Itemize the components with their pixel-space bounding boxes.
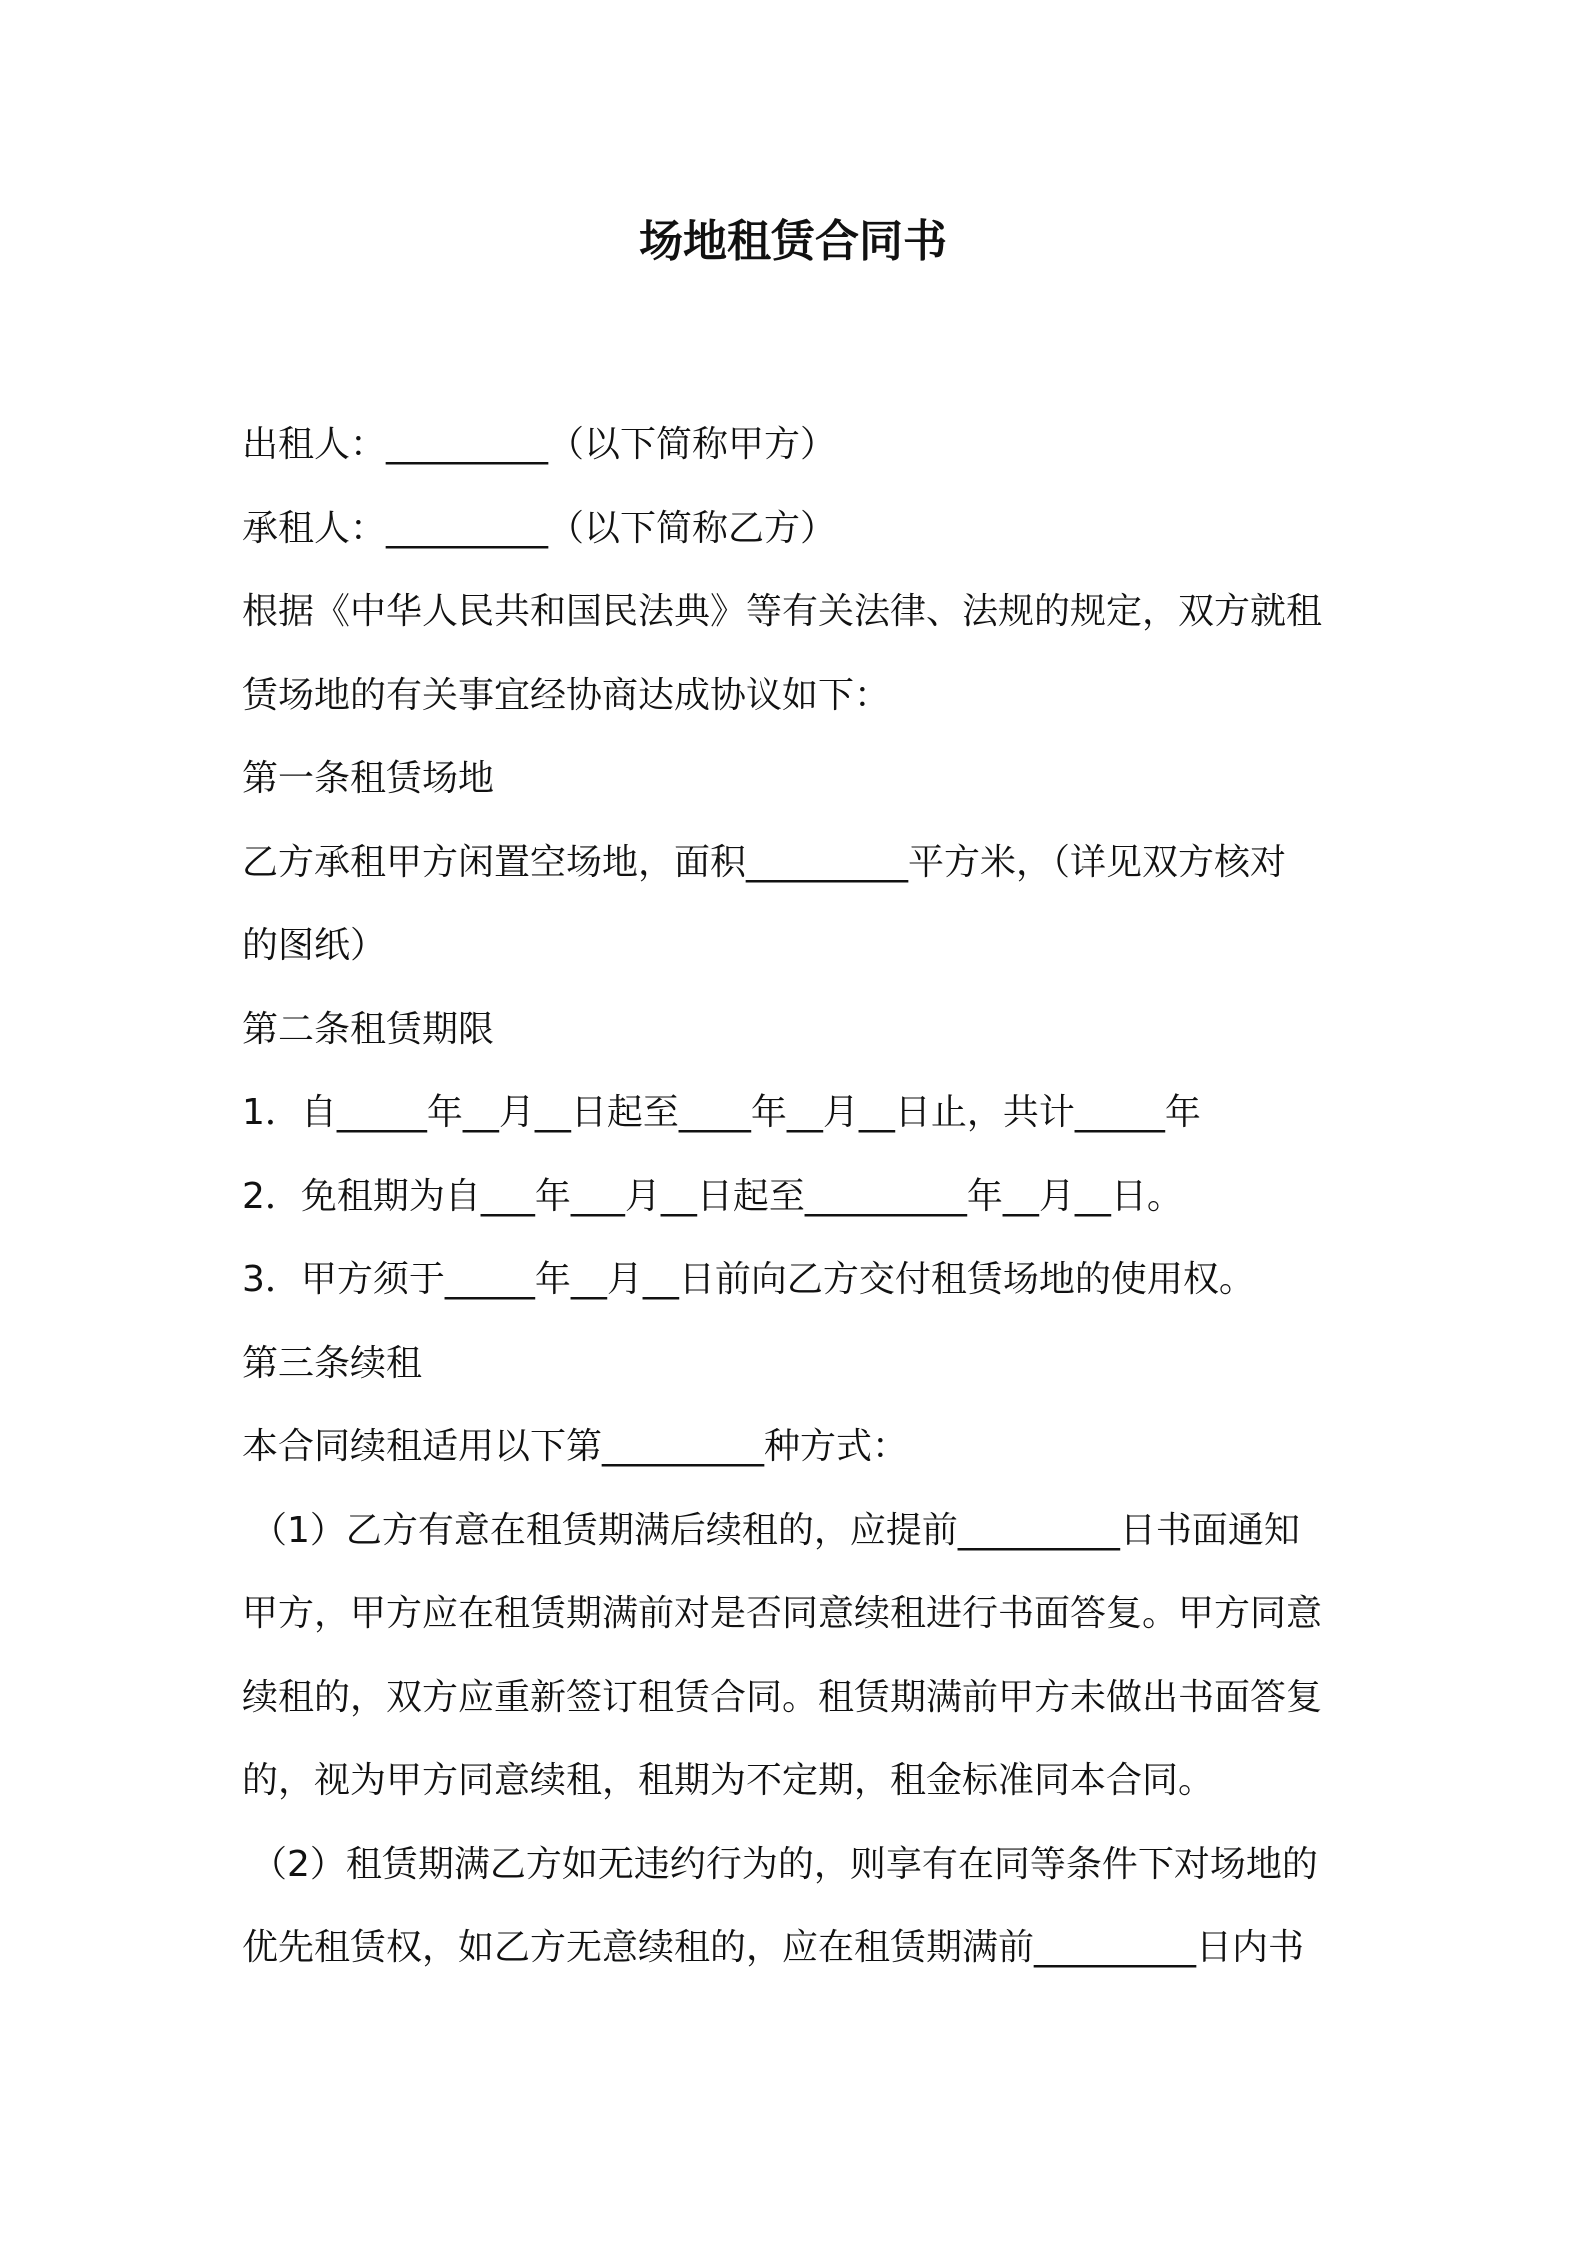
paragraph-line: 本合同续租适用以下第_________种方式： [242,1426,909,1467]
paragraph-line: 乙方承租甲方闲置空场地，面积_________平方米，（详见双方核对 [242,841,1287,883]
preamble-line: 赁场地的有关事宜经协商达成协议如下： [242,674,891,716]
clause-line: 1．自_____年__月__日起至____年__月__日止，共计_____年 [242,1092,1201,1133]
clause-line: 2．免租期为自___年___月__日起至_________年__月__日。 [242,1175,1183,1217]
lessor-line: 出租人：_________（以下简称甲方） [242,424,837,465]
paragraph-line: 续租的，双方应重新签订租赁合同。租赁期满前甲方未做出书面答复 [242,1676,1323,1718]
clause-line: （2）租赁期满乙方如无违约行为的，则享有在同等条件下对场地的 [251,1843,1318,1885]
clause-line: （1）乙方有意在租赁期满后续租的，应提前_________日书面通知 [251,1509,1300,1551]
paragraph-line: 的，视为甲方同意续租，租期为不定期，租金标准同本合同。 [242,1760,1215,1801]
preamble-line: 根据《中华人民共和国民法典》等有关法律、法规的规定，双方就租 [242,591,1323,632]
article-heading: 第三条续租 [242,1342,423,1384]
lessee-line: 承租人：_________（以下简称乙方） [242,507,837,549]
document-title: 场地租赁合同书 [639,216,947,267]
document-body [242,403,1362,1990]
paragraph-line: 甲方，甲方应在租赁期满前对是否同意续租进行书面答复。甲方同意 [242,1593,1323,1634]
article-heading: 第一条租赁场地 [242,758,495,799]
article-heading: 第二条租赁期限 [242,1008,495,1050]
paragraph-line: 优先租赁权，如乙方无意续租的，应在租赁期满前_________日内书 [242,1927,1305,1968]
paragraph-line: 的图纸） [242,925,387,966]
clause-line: 3．甲方须于_____年__月__日前向乙方交付租赁场地的使用权。 [242,1259,1255,1300]
